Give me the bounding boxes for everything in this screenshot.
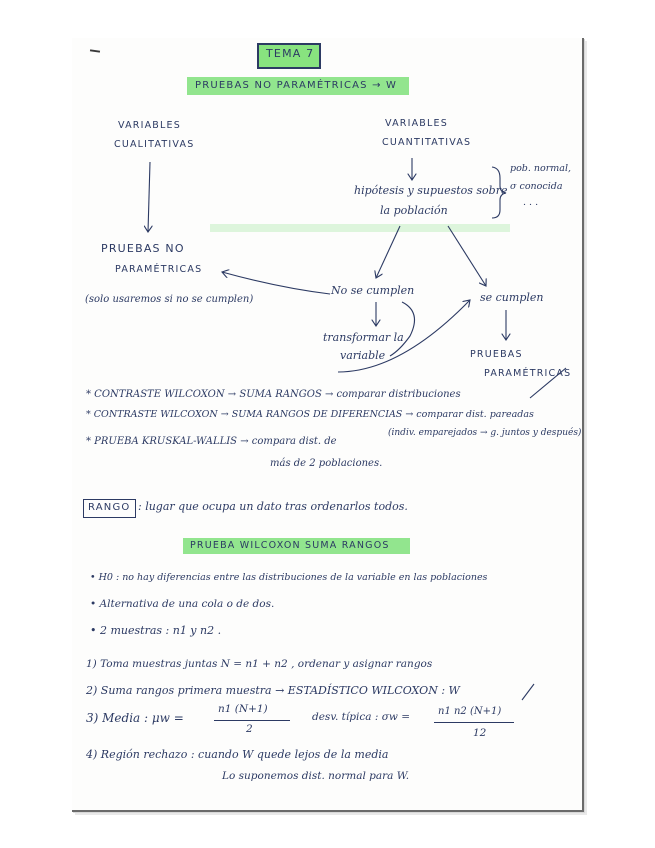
no-param-label-2: PARAMÉTRICAS (115, 264, 203, 275)
cuantitativas-label-2: CUANTITATIVAS (382, 137, 472, 148)
brace-note-2: σ conocida (510, 181, 563, 192)
param-label: PRUEBAS (470, 349, 523, 360)
cuantitativas-label: VARIABLES (385, 118, 448, 129)
bullet-alternativa: • Alternativa de una cola o de dos. (90, 598, 275, 610)
section2-heading: PRUEBA WILCOXON SUMA RANGOS (190, 540, 390, 551)
list-item-3-cont: más de 2 poblaciones. (270, 458, 383, 469)
strike-mark (530, 368, 566, 398)
desv-denominator: 12 (473, 727, 487, 739)
cualitativas-label-2: CUALITATIVAS (114, 139, 195, 150)
arrow-to-no-se-cumplen (376, 226, 400, 278)
desv-numerator: n1 n2 (N+1) (438, 706, 502, 717)
step-3-media: 3) Media : μw = (86, 711, 184, 725)
rango-definition: : lugar que ocupa un dato tras ordenarlos todos. (138, 500, 408, 513)
arrow-to-no-param (222, 272, 330, 294)
transformar-label: transformar la (323, 331, 404, 344)
no-se-cumplen: No se cumplen (331, 284, 415, 297)
arrow-transformar-to-se-cumplen (338, 300, 470, 372)
no-param-note: (solo usaremos si no se cumplen) (85, 294, 254, 305)
page-heading: PRUEBAS NO PARAMÉTRICAS → W (195, 80, 398, 91)
no-param-label: PRUEBAS NO (101, 242, 185, 255)
loop-arrow (390, 302, 415, 356)
brace-note: pob. normal, (510, 163, 572, 174)
bullet-muestras: • 2 muestras : n1 y n2 . (90, 624, 222, 637)
hipotesis-text-2: la población (380, 204, 448, 217)
arrow-cualitativas (148, 162, 150, 232)
bullet-h0: • H0 : no hay diferencias entre las distribuciones de la variable en las poblaciones (90, 572, 488, 583)
transformar-label-2: variable (340, 349, 386, 362)
media-denominator: 2 (246, 723, 253, 735)
step-1: 1) Toma muestras juntas N = n1 + n2 , ordenar y asignar rangos (86, 658, 433, 670)
list-item-3: * PRUEBA KRUSKAL-WALLIS → compara dist. de (86, 436, 337, 447)
step-2: 2) Suma rangos primera muestra → ESTADÍSTICO WILCOXON : W (86, 684, 460, 697)
cualitativas-label: VARIABLES (118, 120, 181, 131)
list-item-2: * CONTRASTE WILCOXON → SUMA RANGOS DE DIFERENCIAS → comparar dist. pareadas (86, 409, 534, 420)
list-item-2-note: (indiv. emparejados → g. juntos y después) (388, 428, 582, 438)
arrow-to-se-cumplen (448, 226, 486, 286)
rango-label: RANGO (88, 502, 131, 513)
brace-note-3: . . . (523, 197, 539, 208)
step-4-cont: Lo suponemos dist. normal para W. (222, 770, 410, 782)
se-cumplen: se cumplen (480, 291, 544, 304)
list-item-1: * CONTRASTE WILCOXON → SUMA RANGOS → comparar distribuciones (86, 389, 461, 400)
hipotesis-text: hipótesis y supuestos sobre (354, 184, 508, 197)
step2-slash (522, 684, 534, 700)
brace (492, 167, 506, 218)
page-title: TEMA 7 (266, 47, 315, 60)
desv-tipica: desv. típica : σw = (312, 711, 410, 723)
step-4: 4) Región rechazo : cuando W quede lejos de la media (86, 748, 389, 761)
param-label-2: PARAMÉTRICAS (484, 368, 572, 379)
media-numerator: n1 (N+1) (218, 703, 268, 715)
